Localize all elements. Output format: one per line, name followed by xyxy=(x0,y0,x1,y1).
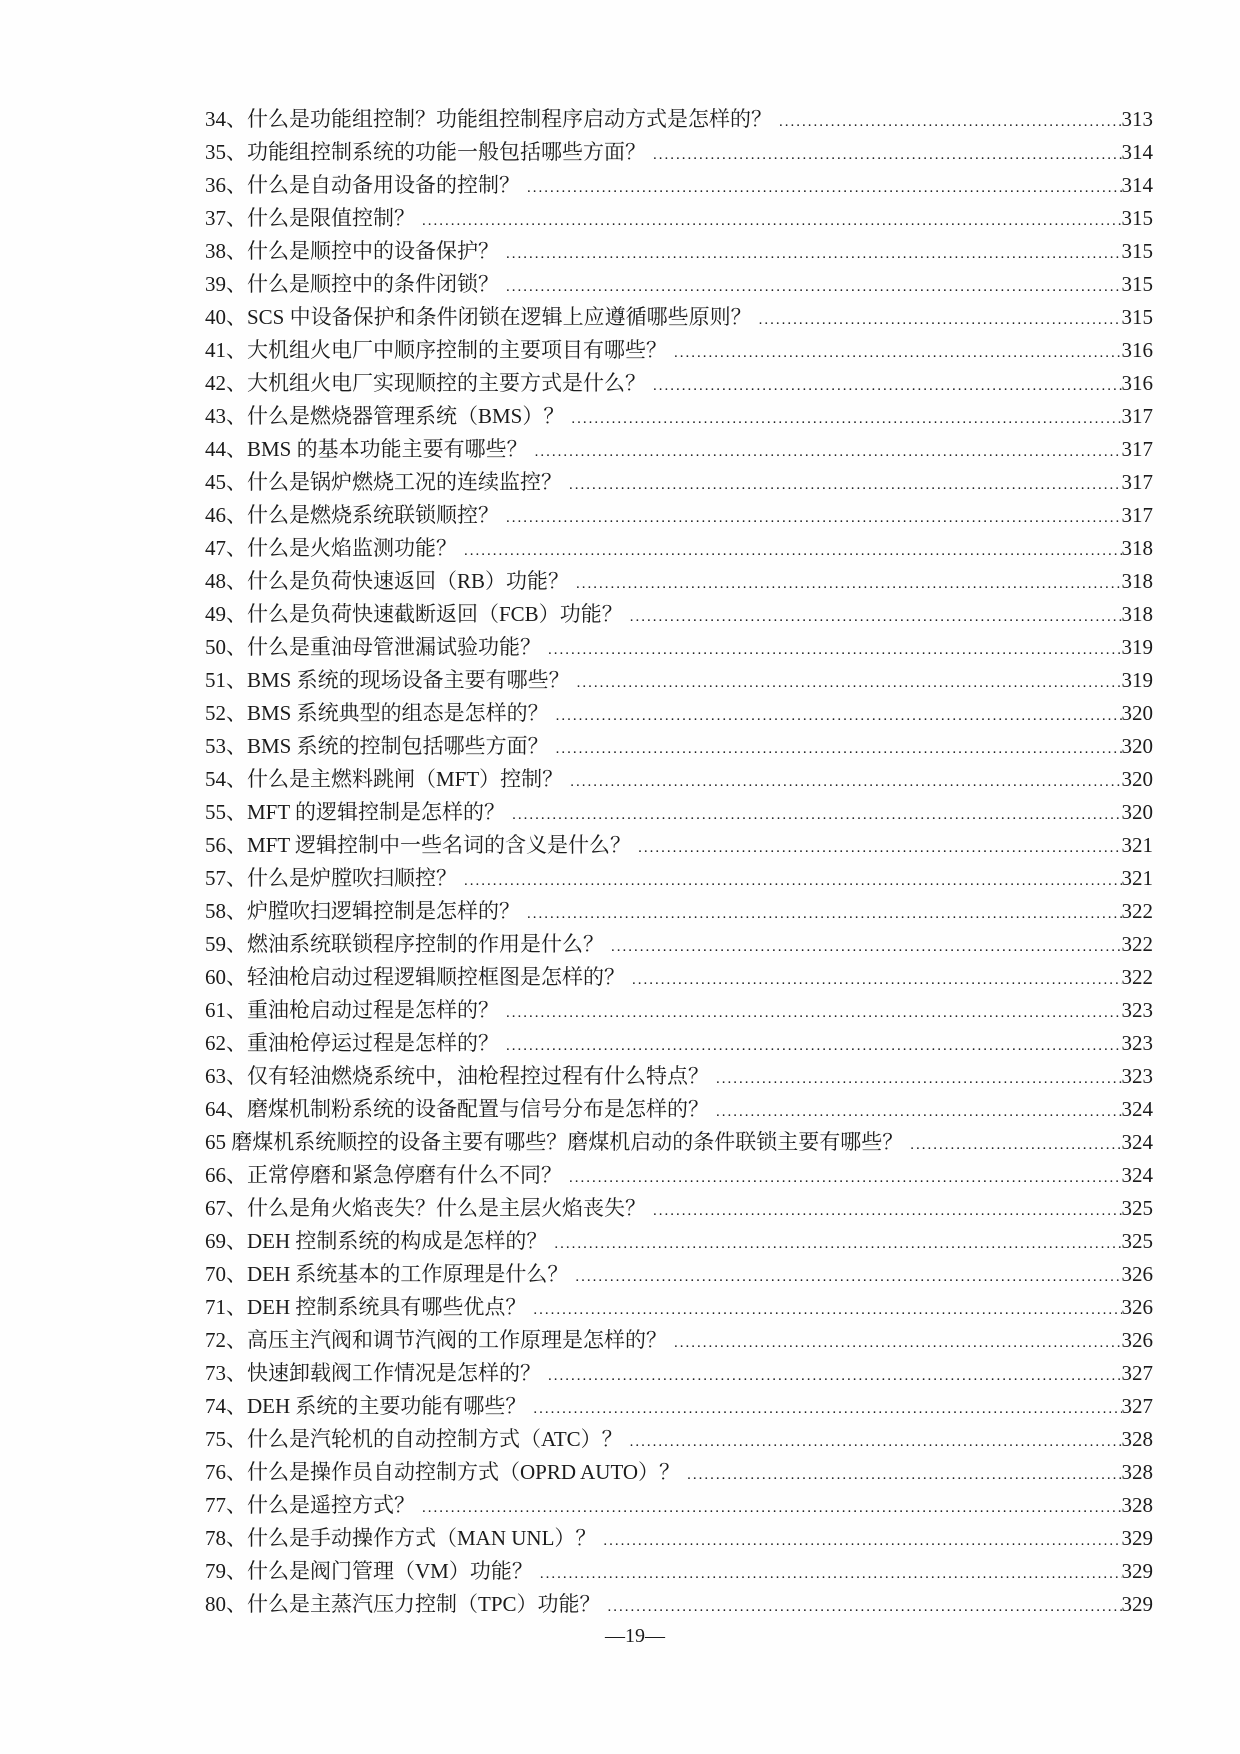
toc-entry xyxy=(205,565,1153,598)
toc-entry xyxy=(205,1159,1153,1192)
dot-leader xyxy=(505,799,1121,832)
toc-entry xyxy=(205,796,1153,829)
toc-entry-title: 78、什么是手动操作方式（MAN UNL）？ xyxy=(205,1526,597,1550)
toc-entry-title: 36、什么是自动备用设备的控制？ xyxy=(205,173,520,197)
toc-entry xyxy=(205,202,1153,235)
toc-entry-page-number: 328 xyxy=(1121,1460,1153,1484)
toc-entry-title: 71、DEH 控制系统具有哪些优点？ xyxy=(205,1295,527,1319)
toc-entry-title: 56、MFT 逻辑控制中一些名词的含义是什么？ xyxy=(205,833,632,857)
toc-entry-title: 41、大机组火电厂中顺序控制的主要项目有哪些？ xyxy=(205,338,667,362)
toc-entry-page-number: 314 xyxy=(1121,173,1153,197)
toc-entry-title: 49、什么是负荷快速截断返回（FCB）功能？ xyxy=(205,602,623,626)
toc-entry xyxy=(205,1225,1153,1258)
toc-entry xyxy=(205,730,1153,763)
dot-leader xyxy=(415,1492,1122,1525)
toc-entry-page-number: 329 xyxy=(1121,1526,1153,1550)
dot-leader xyxy=(667,1327,1122,1360)
toc-entry-title: 70、DEH 系统基本的工作原理是什么？ xyxy=(205,1262,569,1286)
dot-leader xyxy=(631,832,1121,865)
dot-leader xyxy=(709,1063,1122,1096)
toc-entry-page-number: 326 xyxy=(1121,1328,1153,1352)
toc-entry-title: 57、什么是炉膛吹扫顺控？ xyxy=(205,866,457,890)
toc-entry-title: 77、什么是遥控方式？ xyxy=(205,1493,415,1517)
dot-leader xyxy=(541,1360,1122,1393)
toc-entry-title: 45、什么是锅炉燃烧工况的连续监控？ xyxy=(205,470,562,494)
toc-entry-title: 76、什么是操作员自动控制方式（OPRD AUTO）？ xyxy=(205,1460,681,1484)
dot-leader xyxy=(709,1096,1122,1129)
toc-entry xyxy=(205,1093,1153,1126)
toc-entry xyxy=(205,1522,1153,1555)
dot-leader xyxy=(526,1294,1121,1327)
toc-entry xyxy=(205,664,1153,697)
toc-entry-title: 47、什么是火焰监测功能？ xyxy=(205,536,457,560)
toc-entry-page-number: 328 xyxy=(1121,1427,1153,1451)
toc-entry xyxy=(205,598,1153,631)
dot-leader xyxy=(499,238,1122,271)
toc-entry-page-number: 315 xyxy=(1121,239,1153,263)
dot-leader xyxy=(680,1459,1121,1492)
toc-entry-page-number: 315 xyxy=(1121,305,1153,329)
toc-entry-title: 61、重油枪启动过程是怎样的？ xyxy=(205,998,499,1022)
toc-entry-page-number: 318 xyxy=(1121,569,1153,593)
toc-entry-page-number: 317 xyxy=(1121,404,1153,428)
dot-leader xyxy=(562,469,1122,502)
toc-entry-title: 65 磨煤机系统顺控的设备主要有哪些？磨煤机启动的条件联锁主要有哪些？ xyxy=(205,1130,904,1154)
page-number-footer xyxy=(205,1620,1065,1653)
toc-entry-page-number: 321 xyxy=(1121,833,1153,857)
toc-entry xyxy=(205,1324,1153,1357)
dot-leader xyxy=(646,1195,1122,1228)
dot-leader xyxy=(415,205,1122,238)
toc-entry xyxy=(205,1357,1153,1390)
dot-leader xyxy=(541,634,1122,667)
toc-entry-title: 50、什么是重油母管泄漏试验功能？ xyxy=(205,635,541,659)
toc-entry-title: 54、什么是主燃料跳闸（MFT）控制？ xyxy=(205,767,564,791)
toc-entry-page-number: 319 xyxy=(1121,668,1153,692)
dot-leader xyxy=(499,997,1122,1030)
toc-list xyxy=(205,103,1153,1621)
dot-leader xyxy=(547,1228,1121,1261)
dot-leader xyxy=(533,1558,1122,1591)
dot-leader xyxy=(528,436,1122,469)
toc-entry xyxy=(205,433,1153,466)
toc-entry xyxy=(205,631,1153,664)
toc-entry xyxy=(205,367,1153,400)
toc-entry-title: 52、BMS 系统典型的组态是怎样的？ xyxy=(205,701,549,725)
dot-leader xyxy=(646,139,1122,172)
toc-entry xyxy=(205,169,1153,202)
toc-entry-page-number: 319 xyxy=(1121,635,1153,659)
toc-entry xyxy=(205,532,1153,565)
toc-entry xyxy=(205,1456,1153,1489)
toc-entry-title: 39、什么是顺控中的条件闭锁？ xyxy=(205,272,499,296)
toc-entry xyxy=(205,235,1153,268)
toc-entry xyxy=(205,1555,1153,1588)
dot-leader xyxy=(903,1129,1121,1162)
toc-entry-page-number: 316 xyxy=(1121,338,1153,362)
toc-entry xyxy=(205,697,1153,730)
dot-leader xyxy=(520,172,1122,205)
toc-entry-title: 74、DEH 系统的主要功能有哪些？ xyxy=(205,1394,527,1418)
toc-entry-page-number: 318 xyxy=(1121,536,1153,560)
toc-entry-page-number: 322 xyxy=(1121,965,1153,989)
toc-entry-title: 59、燃油系统联锁程序控制的作用是什么？ xyxy=(205,932,604,956)
toc-entry-title: 62、重油枪停运过程是怎样的？ xyxy=(205,1031,499,1055)
toc-entry-title: 37、什么是限值控制？ xyxy=(205,206,415,230)
toc-entry xyxy=(205,1126,1153,1159)
toc-entry-page-number: 324 xyxy=(1121,1130,1153,1154)
toc-entry-page-number: 326 xyxy=(1121,1262,1153,1286)
dot-leader xyxy=(526,1393,1121,1426)
dot-leader xyxy=(570,667,1122,700)
toc-entry xyxy=(205,994,1153,1027)
toc-entry-page-number: 323 xyxy=(1121,1064,1153,1088)
dot-leader xyxy=(549,733,1122,766)
dot-leader xyxy=(569,568,1121,601)
toc-entry-page-number: 323 xyxy=(1121,1031,1153,1055)
toc-entry xyxy=(205,400,1153,433)
toc-entry-title: 66、正常停磨和紧急停磨有什么不同？ xyxy=(205,1163,562,1187)
toc-entry xyxy=(205,466,1153,499)
toc-entry-page-number: 329 xyxy=(1121,1559,1153,1583)
toc-entry-title: 48、什么是负荷快速返回（RB）功能？ xyxy=(205,569,570,593)
toc-entry-page-number: 324 xyxy=(1121,1163,1153,1187)
toc-entry xyxy=(205,334,1153,367)
toc-entry-page-number: 317 xyxy=(1121,470,1153,494)
toc-entry-title: 44、BMS 的基本功能主要有哪些？ xyxy=(205,437,528,461)
toc-entry xyxy=(205,499,1153,532)
toc-entry-page-number: 316 xyxy=(1121,371,1153,395)
toc-entry xyxy=(205,1588,1153,1621)
toc-entry-title: 43、什么是燃烧器管理系统（BMS）？ xyxy=(205,404,565,428)
dot-leader xyxy=(752,304,1122,337)
toc-entry xyxy=(205,103,1153,136)
toc-entry-title: 64、磨煤机制粉系统的设备配置与信号分布是怎样的？ xyxy=(205,1097,709,1121)
dot-leader xyxy=(499,271,1122,304)
toc-entry-page-number: 320 xyxy=(1121,734,1153,758)
toc-entry-title: 58、炉膛吹扫逻辑控制是怎样的？ xyxy=(205,899,520,923)
toc-entry-page-number: 320 xyxy=(1121,767,1153,791)
toc-entry xyxy=(205,136,1153,169)
toc-entry-title: 46、什么是燃烧系统联锁顺控？ xyxy=(205,503,499,527)
toc-entry-title: 60、轻油枪启动过程逻辑顺控框图是怎样的？ xyxy=(205,965,625,989)
dot-leader xyxy=(568,1261,1121,1294)
page-number-label: —19— xyxy=(605,1625,665,1647)
dot-leader xyxy=(520,898,1122,931)
toc-entry xyxy=(205,1027,1153,1060)
toc-entry-title: 40、SCS 中设备保护和条件闭锁在逻辑上应遵循哪些原则？ xyxy=(205,305,752,329)
toc-entry xyxy=(205,928,1153,961)
dot-leader xyxy=(625,964,1122,997)
dot-leader xyxy=(457,535,1122,568)
toc-entry-title: 34、什么是功能组控制？功能组控制程序启动方式是怎样的？ xyxy=(205,107,772,131)
toc-entry-page-number: 326 xyxy=(1121,1295,1153,1319)
toc-entry xyxy=(205,1060,1153,1093)
dot-leader xyxy=(499,502,1122,535)
dot-leader xyxy=(623,1426,1122,1459)
toc-entry-page-number: 322 xyxy=(1121,899,1153,923)
toc-entry xyxy=(205,301,1153,334)
toc-entry-title: 80、什么是主蒸汽压力控制（TPC）功能？ xyxy=(205,1592,601,1616)
dot-leader xyxy=(499,1030,1122,1063)
toc-entry-page-number: 317 xyxy=(1121,503,1153,527)
toc-entry-title: 75、什么是汽轮机的自动控制方式（ATC）？ xyxy=(205,1427,623,1451)
toc-entry-title: 55、MFT 的逻辑控制是怎样的？ xyxy=(205,800,506,824)
toc-entry-page-number: 329 xyxy=(1121,1592,1153,1616)
toc-entry xyxy=(205,1192,1153,1225)
toc-entry-page-number: 325 xyxy=(1121,1196,1153,1220)
toc-entry-page-number: 318 xyxy=(1121,602,1153,626)
dot-leader xyxy=(549,700,1122,733)
dot-leader xyxy=(623,601,1122,634)
dot-leader xyxy=(772,106,1122,139)
toc-entry-title: 79、什么是阀门管理（VM）功能？ xyxy=(205,1559,533,1583)
toc-entry xyxy=(205,862,1153,895)
toc-entry-page-number: 315 xyxy=(1121,272,1153,296)
toc-entry-title: 38、什么是顺控中的设备保护？ xyxy=(205,239,499,263)
toc-entry-page-number: 313 xyxy=(1121,107,1153,131)
toc-entry xyxy=(205,268,1153,301)
dot-leader xyxy=(564,403,1121,436)
toc-entry-title: 73、快速卸载阀工作情况是怎样的？ xyxy=(205,1361,541,1385)
toc-entry xyxy=(205,1423,1153,1456)
toc-entry-page-number: 325 xyxy=(1121,1229,1153,1253)
toc-entry xyxy=(205,895,1153,928)
toc-entry-title: 72、高压主汽阀和调节汽阀的工作原理是怎样的？ xyxy=(205,1328,667,1352)
toc-entry-page-number: 327 xyxy=(1121,1361,1153,1385)
toc-entry-page-number: 314 xyxy=(1121,140,1153,164)
toc-entry-page-number: 320 xyxy=(1121,701,1153,725)
toc-entry xyxy=(205,1390,1153,1423)
toc-entry-page-number: 321 xyxy=(1121,866,1153,890)
toc-entry-page-number: 323 xyxy=(1121,998,1153,1022)
toc-entry-page-number: 315 xyxy=(1121,206,1153,230)
dot-leader xyxy=(457,865,1122,898)
dot-leader xyxy=(596,1525,1121,1558)
toc-entry xyxy=(205,1291,1153,1324)
toc-entry-page-number: 327 xyxy=(1121,1394,1153,1418)
toc-entry-page-number: 322 xyxy=(1121,932,1153,956)
dot-leader xyxy=(562,1162,1122,1195)
dot-leader xyxy=(667,337,1122,370)
toc-entry xyxy=(205,1258,1153,1291)
dot-leader xyxy=(646,370,1122,403)
toc-entry-title: 63、仅有轻油燃烧系统中，油枪程控过程有什么特点？ xyxy=(205,1064,709,1088)
toc-entry-title: 67、什么是角火焰丧失？什么是主层火焰丧失？ xyxy=(205,1196,646,1220)
toc-entry xyxy=(205,961,1153,994)
toc-entry xyxy=(205,1489,1153,1522)
toc-entry-title: 35、功能组控制系统的功能一般包括哪些方面？ xyxy=(205,140,646,164)
toc-entry-title: 69、DEH 控制系统的构成是怎样的？ xyxy=(205,1229,548,1253)
toc-entry-page-number: 320 xyxy=(1121,800,1153,824)
dot-leader xyxy=(604,931,1122,964)
toc-entry xyxy=(205,829,1153,862)
toc-entry-title: 51、BMS 系统的现场设备主要有哪些？ xyxy=(205,668,570,692)
toc-entry-page-number: 317 xyxy=(1121,437,1153,461)
toc-entry-title: 53、BMS 系统的控制包括哪些方面？ xyxy=(205,734,549,758)
toc-entry-page-number: 324 xyxy=(1121,1097,1153,1121)
dot-leader xyxy=(563,766,1121,799)
toc-entry xyxy=(205,763,1153,796)
toc-entry-title: 42、大机组火电厂实现顺控的主要方式是什么？ xyxy=(205,371,646,395)
toc-entry-page-number: 328 xyxy=(1121,1493,1153,1517)
